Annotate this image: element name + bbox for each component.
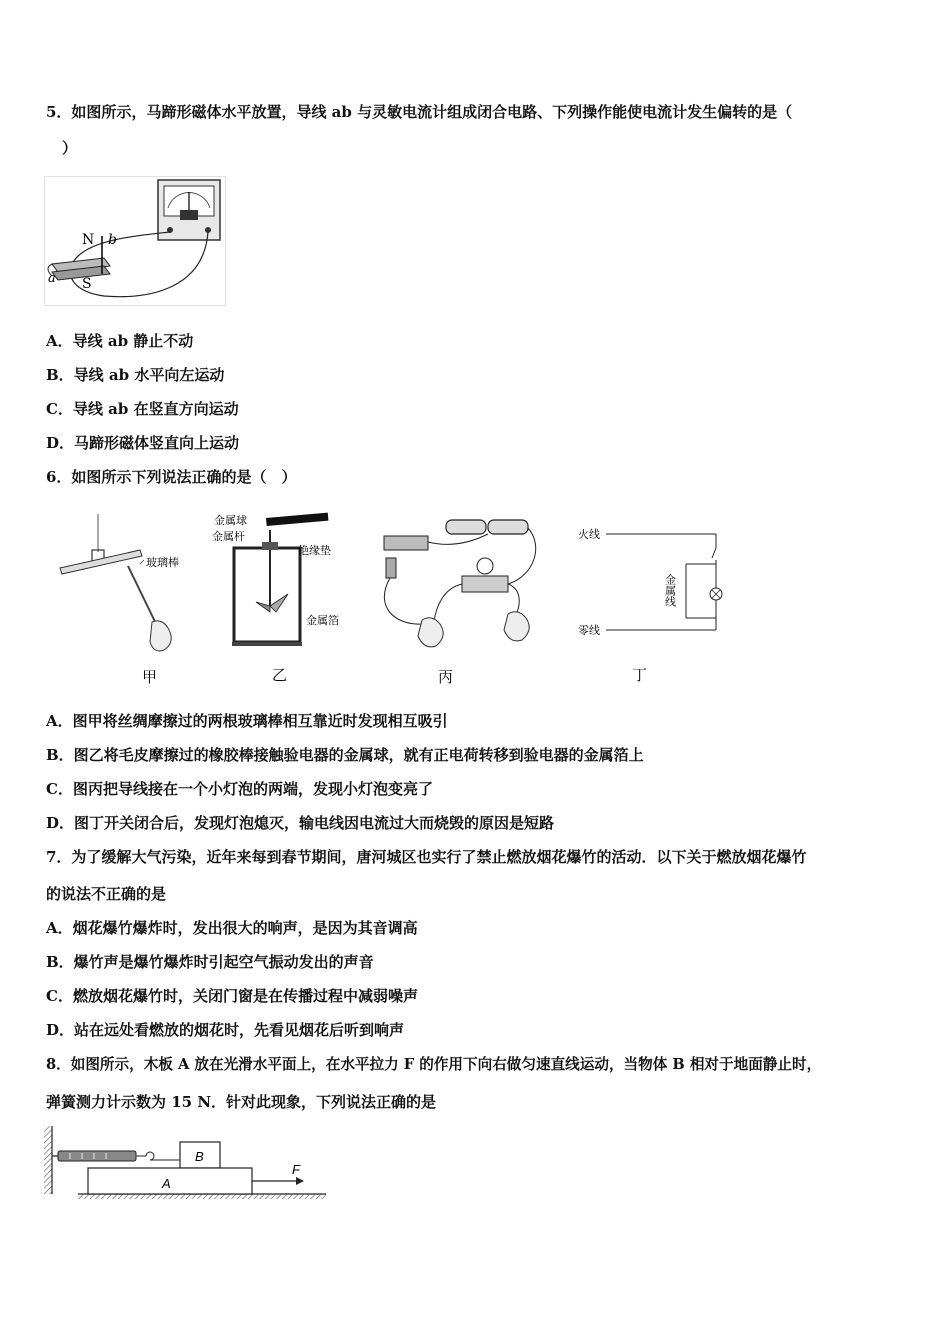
label-neutral-wire: 零线	[578, 624, 600, 637]
q7-stem-line1: 7．为了缓解大气污染，近年来每到春节期间，唐河城区也实行了禁止燃放烟花爆竹的活动．以下关于燃放烟花爆竹	[46, 848, 807, 866]
q5-option-b: B．导线 ab 水平向左运动	[46, 366, 225, 384]
q8-figure	[44, 1120, 334, 1204]
figure-yi	[212, 513, 339, 684]
q6-option-c: C．图丙把导线接在一个小灯泡的两端，发现小灯泡变亮了	[46, 780, 433, 798]
q7-option-c: C．燃放烟花爆竹时，关闭门窗是在传播过程中减弱噪声	[46, 987, 418, 1005]
q6-option-d: D．图丁开关闭合后，发现灯泡熄灭，输电线因电流过大而烧毁的原因是短路	[46, 814, 555, 832]
q7-option-d: D．站在远处看燃放的烟花时，先看见烟花后听到响声	[46, 1021, 405, 1039]
q6-stem: 6．如图所示下列说法正确的是（ ）	[46, 468, 297, 486]
q5-stem-line2: ）	[62, 139, 78, 157]
label-s: S	[82, 276, 92, 292]
q5-option-c: C．导线 ab 在竖直方向运动	[46, 400, 239, 418]
q5-figure	[44, 176, 226, 306]
figure-jia	[60, 514, 179, 686]
wall	[44, 1126, 52, 1194]
label-b: b	[108, 232, 117, 248]
q8-stem-line2: 弹簧测力计示数为 15 N．针对此现象，下列说法正确的是	[46, 1093, 437, 1111]
q6-option-a: A．图甲将丝绸摩擦过的两根玻璃棒相互靠近时发现相互吸引	[46, 712, 448, 730]
q6-figure	[44, 506, 744, 692]
label-live-wire: 火线	[578, 528, 600, 541]
label-metal-ball: 金属球	[214, 514, 247, 527]
label-block-b: B	[195, 1149, 204, 1164]
label-board-a: A	[162, 1176, 171, 1191]
q7-option-a: A．烟花爆竹爆炸时，发出很大的响声，是因为其音调高	[46, 919, 418, 937]
label-insulator: 绝缘垫	[298, 544, 331, 557]
label-force-f: F	[292, 1162, 300, 1177]
q5-option-a: A．导线 ab 静止不动	[46, 332, 194, 350]
q5-option-d: D．马蹄形磁体竖直向上运动	[46, 434, 240, 452]
label-a: a	[48, 271, 56, 286]
label-glass-rod: 玻璃棒	[146, 556, 179, 569]
label-n: N	[82, 232, 95, 248]
label-metal-foil: 金属箔	[306, 614, 339, 627]
label-ding: 丁	[632, 666, 648, 684]
q7-option-b: B．爆竹声是爆竹爆炸时引起空气振动发出的声音	[46, 953, 374, 971]
q5-stem-line1: 5．如图所示，马蹄形磁体水平放置，导线 ab 与灵敏电流计组成闭合电路、下列操作能使电流计发生偏转的是（	[46, 103, 793, 121]
q7-stem-line2: 的说法不正确的是	[46, 885, 167, 903]
q6-option-b: B．图乙将毛皮摩擦过的橡胶棒接触验电器的金属球，就有正电荷转移到验电器的金属箔上	[46, 746, 644, 764]
label-metal-rod: 金属杆	[212, 530, 245, 543]
label-jia: 甲	[142, 668, 158, 686]
label-metal-wire: 金属线	[663, 574, 677, 607]
label-bing: 丙	[438, 668, 454, 686]
q8-stem-line1: 8．如图所示，木板 A 放在光滑水平面上，在水平拉力 F 的作用下向右做匀速直线运动，当物体 B 相对于地面静止时，	[46, 1056, 822, 1073]
figure-ding	[578, 527, 722, 684]
figure-bing	[384, 520, 536, 686]
label-yi: 乙	[272, 666, 288, 684]
